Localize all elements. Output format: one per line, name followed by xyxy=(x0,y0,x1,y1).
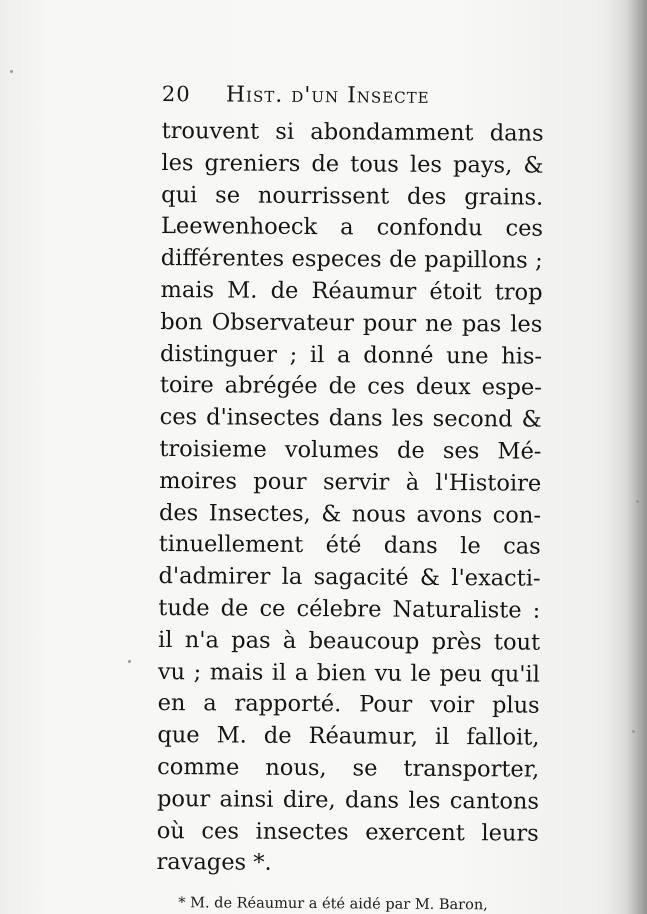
text-line: qui se nourrissent des grains. xyxy=(161,181,544,211)
text-line: vu ; mais il a bien vu le peu qu'il xyxy=(157,658,540,688)
paper-speck xyxy=(10,70,13,73)
text-line: trouvent si abondamment dans xyxy=(161,117,544,147)
paper-speck xyxy=(128,660,131,663)
footnote: * M. de Réaumur a été aidé par M. Baron, xyxy=(178,895,488,914)
text-line: pour ainsi dire, dans les cantons xyxy=(156,785,540,815)
page-header xyxy=(162,82,552,119)
text-line: troisieme volumes de ses Mé- xyxy=(159,435,542,465)
text-line: tinuellement été dans le cas xyxy=(158,531,541,561)
text-line: comme nous, se transporter, xyxy=(157,753,540,783)
text-line: en a rapporté. Pour voir plus xyxy=(157,690,540,719)
text-line: que M. de Réaumur, il falloit, xyxy=(157,722,540,751)
text-line: il n'a pas à beaucoup près tout xyxy=(158,626,541,656)
page-edge-shadow xyxy=(625,0,647,914)
text-line: distinguer ; il a donné une his- xyxy=(160,340,543,370)
text-line: différentes especes de papillons ; xyxy=(160,245,543,274)
text-line: Leewenhoeck a confondu ces xyxy=(160,213,544,243)
page-number: 20 xyxy=(161,82,191,107)
body-text xyxy=(156,116,551,882)
text-line: ravages *. xyxy=(156,849,272,877)
text-line: des Insectes, & nous avons con- xyxy=(158,499,542,529)
text-line: mais M. de Réaumur étoit trop xyxy=(160,276,543,306)
text-line: moires pour servir à l'Histoire xyxy=(159,467,542,497)
paper-speck xyxy=(636,500,639,503)
text-line: ces d'insectes dans les second & xyxy=(159,404,542,433)
text-line: où ces insectes exercent leurs xyxy=(156,817,539,847)
text-block xyxy=(156,82,552,914)
text-line: les greniers de tous les pays, & xyxy=(161,149,544,179)
text-line: toire abrégée de ces deux espe- xyxy=(159,372,542,402)
text-line: bon Observateur pour ne pas les xyxy=(160,308,543,338)
text-line: tude de ce célebre Naturaliste : xyxy=(158,594,541,624)
running-head: Hist. d'un Insecte xyxy=(225,82,430,109)
paper-speck xyxy=(632,730,635,733)
text-line: d'admirer la sagacité & l'exacti- xyxy=(158,563,541,592)
